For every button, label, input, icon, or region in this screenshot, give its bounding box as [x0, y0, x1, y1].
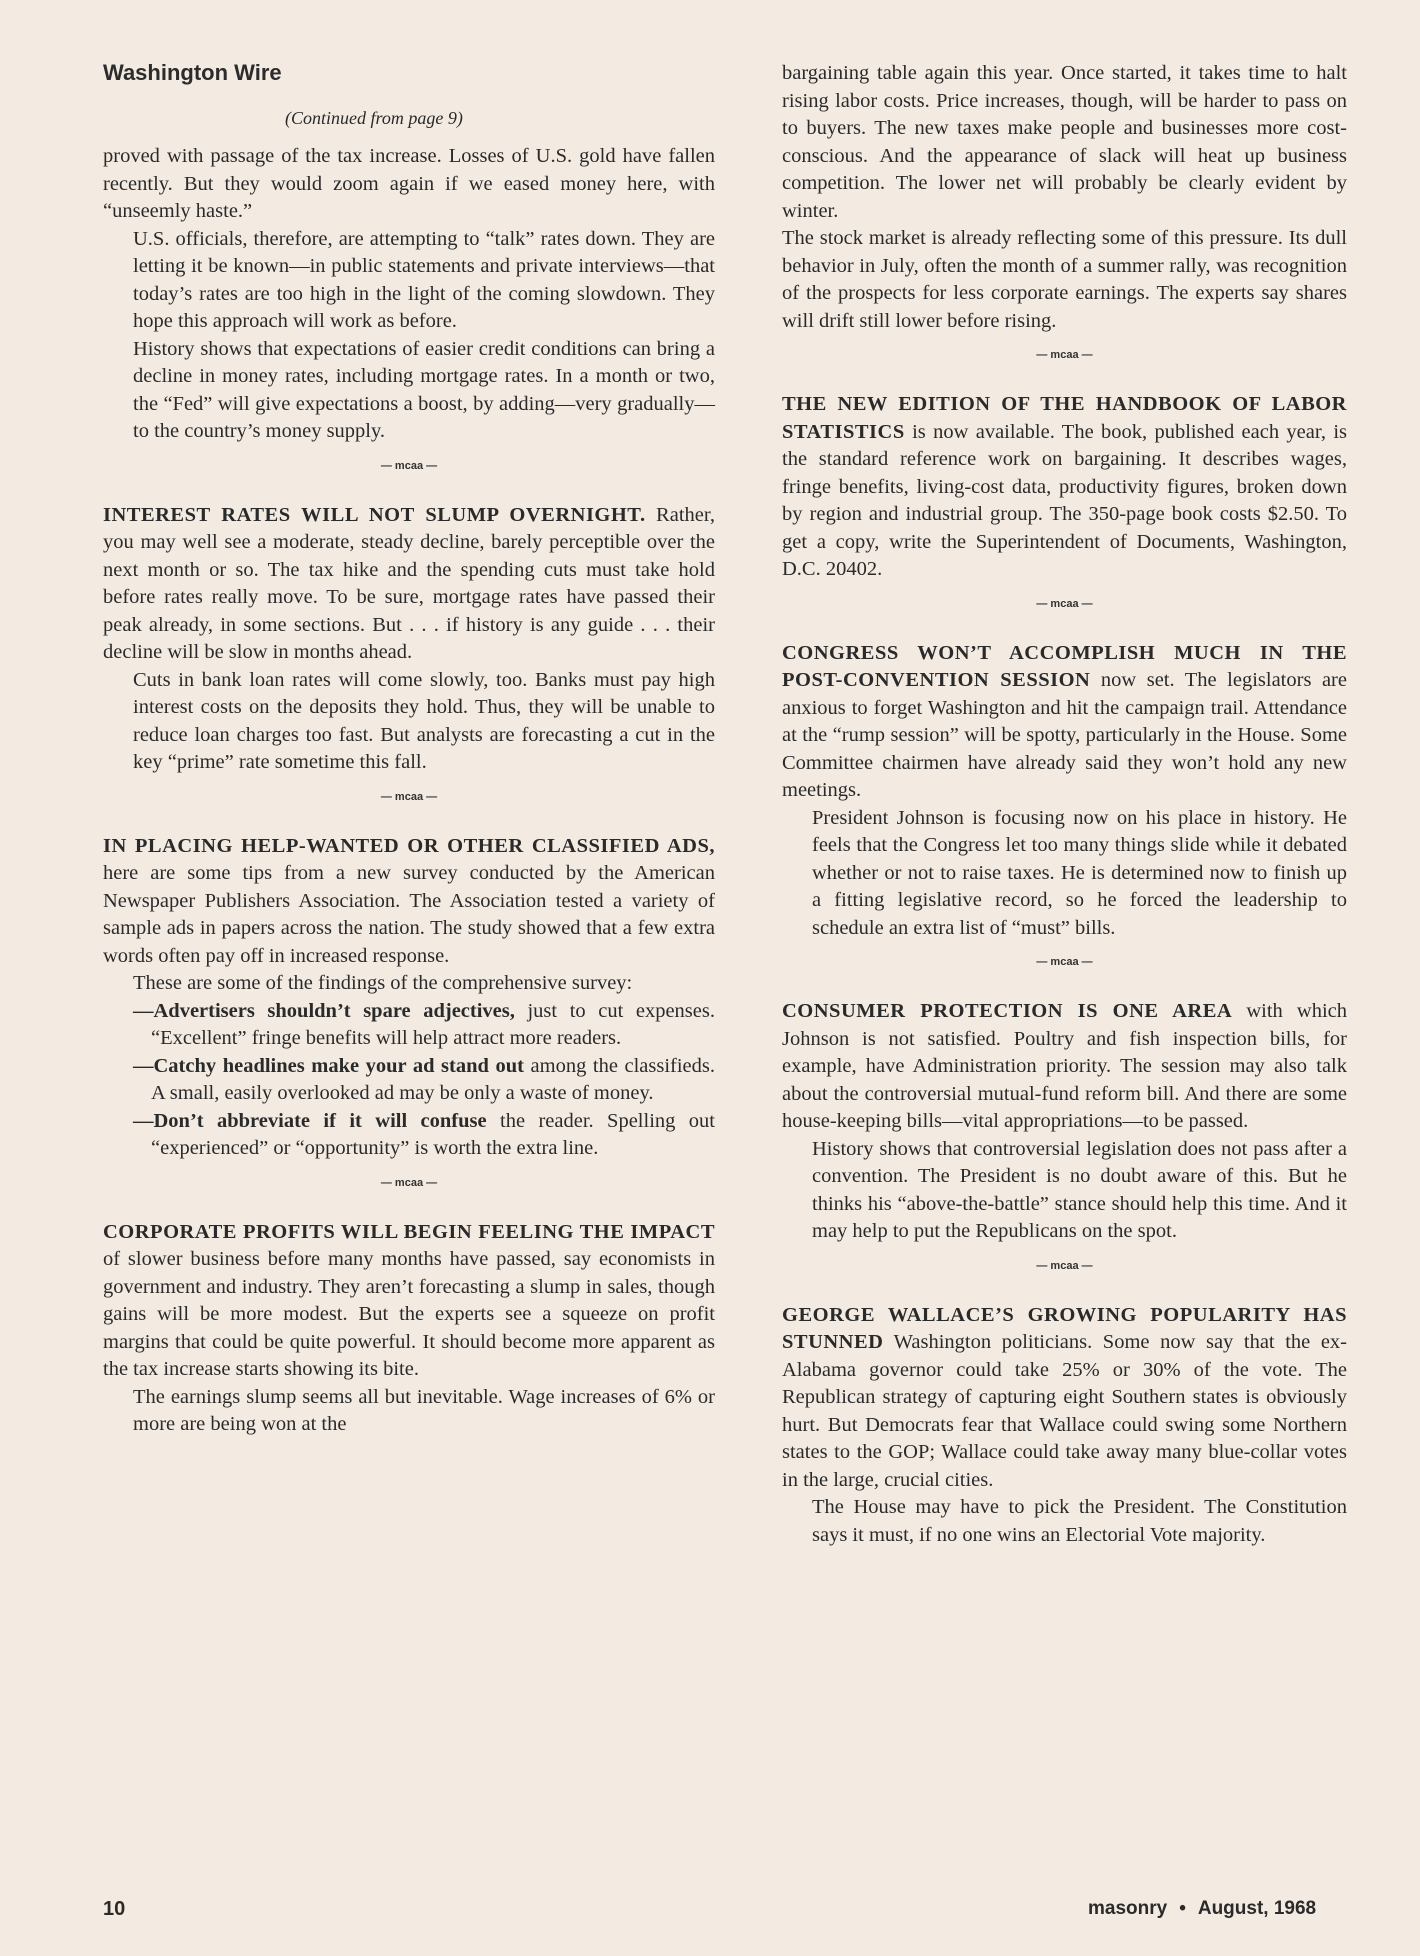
bullet-bold: —Advertisers shouldn’t spare adjectives, — [133, 999, 515, 1022]
left-column — [103, 0, 715, 1439]
separator: — mcaa — — [380, 790, 438, 803]
paragraph: These are some of the findings of the comprehensive survey: — [133, 972, 633, 994]
article-text: now set. The legislators are anxious to forget Washington and hit the campaign trail. Attendance at the “rump session” will be spotty, particularly in the House. Some Committee chairmen have already said they won’t hold any new meetings. — [782, 669, 1347, 801]
article-text: is now available. The book, published each year, is the standard reference work on bargaining. It describes wages, fringe benefits, living-cost data, productivity figures, broken down by region and industrial group. The 350-page book costs $2.50. To get a copy, write the Superintendent of Documents, Washington, D.C. 20402. — [782, 420, 1347, 580]
bullet-bold: —Catchy headlines make your ad stand out — [133, 1054, 524, 1077]
paragraph: The stock market is already reflecting some of this pressure. Its dull behavior in July, often the month of a summer rally, was recognition of the prospects for less corporate earnings. The experts say shares will drift still lower before rising. — [782, 227, 1347, 332]
page-number: 10 — [103, 1898, 126, 1920]
article-text: of slower business before many months have passed, say economists in government and industry. They aren’t forecasting a slump in sales, though gains will be more modest. But the experts see a squeeze on profit margins that could be quite powerful. It should become more apparent as the tax increase starts showing its bite. — [103, 1248, 715, 1380]
bullet-item — [103, 998, 715, 1053]
paragraph: The earnings slump seems all but inevitable. Wage increases of 6% or more are being won at the — [133, 1385, 715, 1435]
paragraph: Cuts in bank loan rates will come slowly, too. Banks must pay high interest costs on the deposits they hold. Thus, they will be unable to reduce loan charges too fast. But analysts are forecasting a cut in the key “prime” rate sometime this fall. — [133, 668, 715, 773]
article-consumer-protection — [782, 998, 1347, 1136]
bullet-text: the reader. Spelling out “experienced” or “opportunity” is worth the extra line. — [151, 1109, 715, 1159]
bullet-bold: —Don’t abbreviate if it will confuse — [133, 1109, 487, 1132]
paragraph: U.S. officials, therefore, are attempting to “talk” rates down. They are letting it be known—in public statements and private interviews—that today’s rates are too high in the light of the coming slowdown. They hope this approach will work as before. — [133, 227, 715, 332]
article-text: Washington politicians. Some now say that the ex-Alabama governor could take 25% or 30% of the vote. The Republican strategy of capturing eight Southern states is obviously hurt. But Democrats fear that Wallace could swing some Northern states to the GOP; Wallace could take away many blue-collar votes in the large, crucial cities. — [782, 1331, 1347, 1491]
bullet-separator: • — [1179, 1898, 1186, 1919]
article-headline: IN PLACING HELP-WANTED OR OTHER CLASSIFIED ADS, — [103, 834, 715, 857]
bullet-text: among the classifieds. A small, easily overlooked ad may be only a waste of money. — [151, 1054, 716, 1104]
article-headline: THE NEW EDITION OF THE HANDBOOK OF LABOR STATISTICS — [782, 393, 1347, 443]
article-wallace — [782, 1302, 1347, 1495]
paragraph: History shows that controversial legislation does not pass after a convention. The President is no doubt aware of this. But he thinks his “above-the-battle” stance should help this time. And it may help to put the Republicans on the spot. — [812, 1137, 1347, 1242]
article-interest-rates — [103, 502, 715, 667]
separator: — mcaa — — [380, 459, 438, 472]
article-handbook — [782, 391, 1347, 584]
article-headline: INTEREST RATES WILL NOT SLUMP OVERNIGHT. — [103, 503, 646, 526]
right-column — [782, 0, 1347, 1549]
article-headline: CORPORATE PROFITS WILL BEGIN FEELING THE IMPACT — [103, 1220, 715, 1243]
separator: — mcaa — — [1036, 597, 1093, 610]
separator: — mcaa — — [1036, 956, 1093, 968]
continued-note: (Continued from page 9) — [285, 108, 463, 128]
paragraph: proved with passage of the tax increase. Losses of U.S. gold have fallen recently. But they would zoom again if we eased money here, with “unseemly haste.” — [103, 145, 715, 222]
article-corporate-profits — [103, 1219, 715, 1384]
article-classified-ads — [103, 833, 715, 971]
article-text: with which Johnson is not satisfied. Poultry and fish inspection bills, for example, have Administration priority. The session may also talk about the controversial mutual-fund reform bill. And there are some house-keeping bills—vital appropriations—to be passed. — [782, 1000, 1348, 1132]
article-text: here are some tips from a new survey conducted by the American Newspaper Publishers Association. The Association tested a variety of sample ads in papers across the nation. The study showed that a few extra words often pay off in increased response. — [103, 862, 715, 967]
article-headline: GEORGE WALLACE’S GROWING POPULARITY HAS STUNNED — [782, 1303, 1347, 1353]
footer-publication — [1088, 1898, 1316, 1920]
article-congress — [782, 640, 1347, 805]
paragraph: The House may have to pick the President. The Constitution says it must, if no one wins an Electorial Vote majority. — [812, 1496, 1347, 1546]
issue-date: August, 1968 — [1197, 1898, 1317, 1919]
magazine-name: masonry — [1088, 1898, 1168, 1919]
paragraph: President Johnson is focusing now on his place in history. He feels that the Congress let too many things slide while it debated whether or not to raise taxes. He is determined now to finish up a fitting legislative record, so he forced the leadership to schedule an extra list of “must” bills. — [812, 806, 1347, 939]
section-title: Washington Wire — [103, 60, 282, 85]
paragraph: bargaining table again this year. Once started, it takes time to halt rising labor costs. Price increases, though, will be harder to pass on to buyers. The new taxes make people and businesses more cost-conscious. And the appearance of slack will heat up business competition. The lower net will probably be clearly evident by winter. — [782, 62, 1347, 222]
bullet-item — [103, 1053, 715, 1108]
bullet-text: just to cut expenses. “Excellent” fringe benefits will help attract more readers. — [151, 999, 715, 1049]
bullet-item — [103, 1108, 715, 1163]
separator: — mcaa — — [1036, 349, 1093, 361]
paragraph: History shows that expectations of easier credit conditions can bring a decline in money rates, including mortgage rates. In a month or two, the “Fed” will give expectations a boost, by adding—very gradually—to the country’s money supply. — [133, 337, 715, 442]
article-headline: CONSUMER PROTECTION IS ONE AREA — [782, 1000, 1233, 1022]
separator: — mcaa — — [380, 1176, 438, 1189]
article-headline: CONGRESS WON’T ACCOMPLISH MUCH IN THE POST-CONVENTION SESSION — [782, 641, 1347, 691]
separator: — mcaa — — [1036, 1259, 1093, 1272]
article-text: Rather, you may well see a moderate, steady decline, barely perceptible over the next month or so. The tax hike and the spending cuts must take hold before rates really move. To be sure, mortgage rates have passed their peak already, in some sections. But . . . if history is any guide . . . their decline will be slow in months ahead. — [103, 503, 715, 663]
